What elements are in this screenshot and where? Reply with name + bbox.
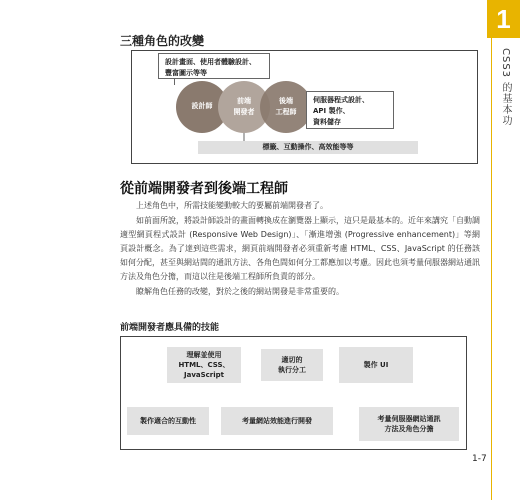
section-heading: 從前端開發者到後端工程師	[120, 181, 288, 197]
skill-box	[261, 349, 323, 381]
skill-line: 製作適合的互動性	[140, 417, 196, 425]
skill-line: JavaScript	[183, 371, 224, 379]
chapter-rule	[491, 38, 492, 500]
skill-line: 製作 UI	[363, 361, 389, 369]
paragraph: 如前面所說，將設計師設計的畫面轉換成在瀏覽器上顯示，這只是最基本的。近年來講究「自動調適型網頁程式設計 (Responsive Web Design)」、「漸進增強 (Progressive enhancement)」等網頁設計概念。為了達到這些需求，網頁前端開發者必須重新考慮 HTML、CSS、JavaScript 的任務該如何分配，甚至與網站間的通訊方法、各角色間如何分工都應加以考慮。因此也須考量伺服器網站通訊方法及角色分擔，而這以往是後端工程師所負責的部分。	[120, 216, 480, 281]
skill-line: 適切的	[281, 356, 303, 364]
skill-line: HTML、CSS、	[178, 361, 230, 369]
skill-line: 方法及角色分擔	[384, 425, 434, 433]
chapter-number: 1	[487, 0, 520, 38]
frontend-label: 前端 開發者	[233, 97, 255, 116]
page-number: 1-7	[472, 454, 487, 464]
roles-figure	[131, 50, 478, 164]
skill-line: 執行分工	[278, 366, 306, 374]
skill-line: 考量網站效能進行開發	[242, 417, 312, 425]
skill-box	[359, 407, 459, 441]
section-title-roles: 三種角色的改變	[120, 34, 205, 48]
body-text	[120, 199, 480, 300]
backend-note-line: API 製作、	[313, 107, 350, 115]
skill-box	[221, 407, 333, 435]
paragraph: 瞭解角色任務的改變，對於之後的網站開發是非常重要的。	[136, 287, 344, 296]
skills-figure	[120, 336, 467, 450]
backend-note-line: 伺服器程式設計、	[313, 96, 369, 104]
skill-box	[339, 347, 413, 383]
designer-note-line: 豐富圖示等等	[165, 69, 207, 77]
paragraph: 上述角色中，所需技能變動較大的要屬前端開發者了。	[136, 201, 328, 210]
backend-note	[306, 91, 394, 129]
designer-label: 設計師	[191, 102, 213, 110]
skill-box	[167, 347, 241, 383]
frontend-note-bar: 標籤、互動操作、高效能等等	[198, 141, 418, 154]
backend-note-line: 資料儲存	[313, 118, 341, 126]
skill-line: 考量伺服器網站通訊	[377, 415, 441, 423]
skill-box	[127, 407, 209, 435]
chapter-title: CSS3 的基本功	[500, 48, 511, 127]
section-title-skills: 前端開發者應具備的技能	[120, 323, 220, 333]
backend-label: 後端 工程師	[275, 97, 297, 116]
designer-note-line: 設計畫面、使用者體驗設計、	[165, 58, 256, 66]
skill-line: 理解並使用	[186, 351, 222, 359]
